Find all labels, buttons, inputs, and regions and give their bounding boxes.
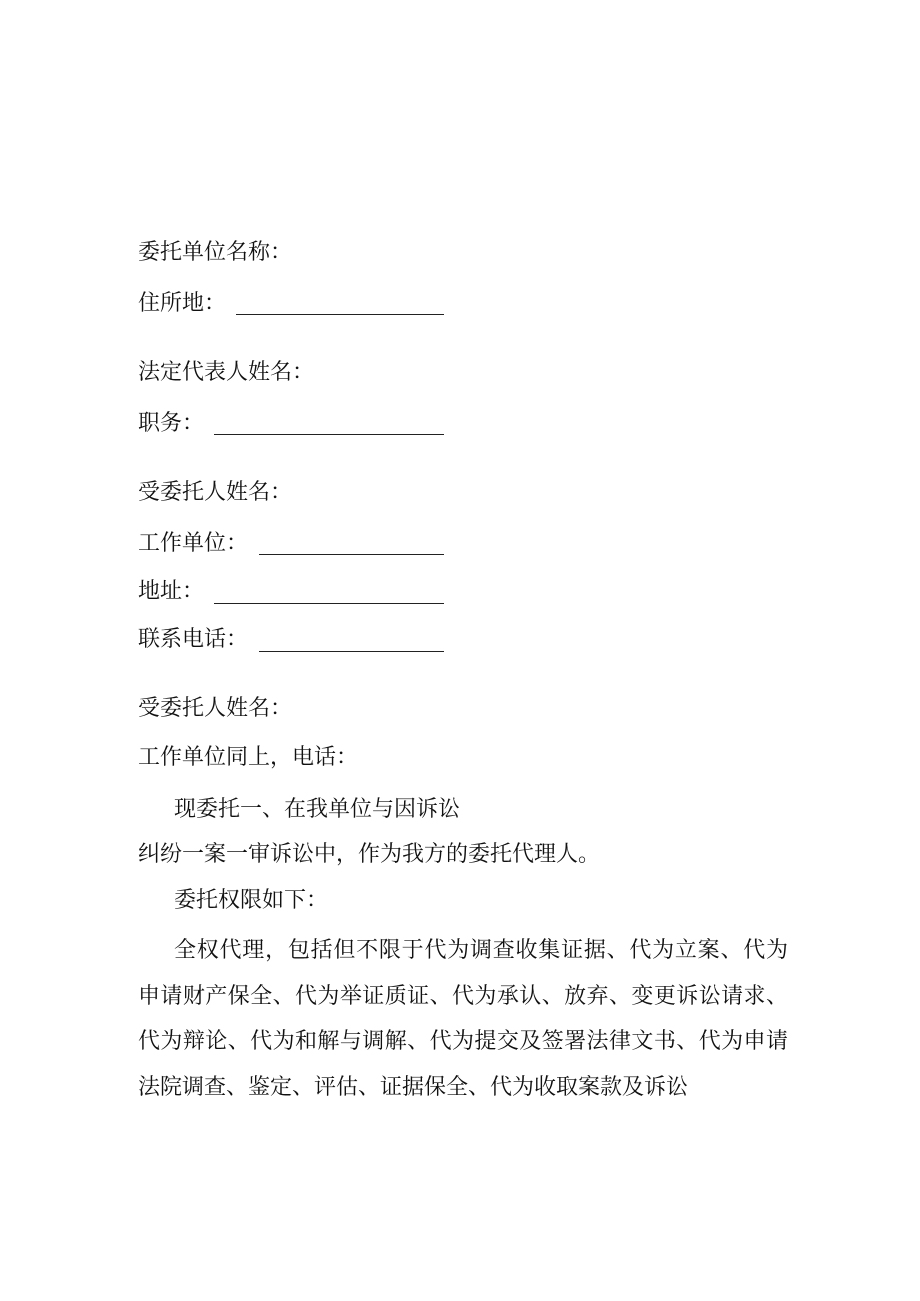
- legal-rep-name-label: 法定代表人姓名：: [138, 360, 315, 385]
- agent1-phone-label: 联系电话：: [138, 627, 249, 652]
- agent1-address-label: 地址：: [138, 579, 205, 604]
- authority-heading: 委托权限如下：: [174, 888, 329, 913]
- entrustment-line-1: 现委托一、在我单位与因诉讼: [174, 797, 461, 822]
- agent2-name-label: 受委托人姓名：: [138, 696, 293, 721]
- agent1-phone-blank[interactable]: [259, 651, 444, 652]
- agent2-workplace-phone-label: 工作单位同上，电话：: [138, 745, 359, 770]
- entrustment-line-2: 纠纷一案一审诉讼中，作为我方的委托代理人。: [138, 842, 601, 867]
- agent1-workplace-label: 工作单位：: [138, 531, 249, 556]
- agent1-name-label: 受委托人姓名：: [138, 480, 293, 505]
- authority-body: 全权代理，包括但不限于代为调查收集证据、代为立案、代为申请财产保全、代为举证质证、代为承认、放弃、变更诉讼请求、代为辩论、代为和解与调解、代为提交及签署法律文书、代为申请法院调查、鉴定、评估、证据保全、代为收取案款及诉讼: [138, 938, 788, 1100]
- agent1-workplace-blank[interactable]: [259, 554, 444, 555]
- principal-address-label: 住所地：: [138, 291, 227, 316]
- principal-address-blank[interactable]: [236, 314, 444, 315]
- position-blank[interactable]: [214, 434, 444, 435]
- agent1-address-blank[interactable]: [214, 603, 444, 604]
- position-label: 职务：: [138, 411, 205, 436]
- principal-name-label: 委托单位名称：: [138, 240, 293, 265]
